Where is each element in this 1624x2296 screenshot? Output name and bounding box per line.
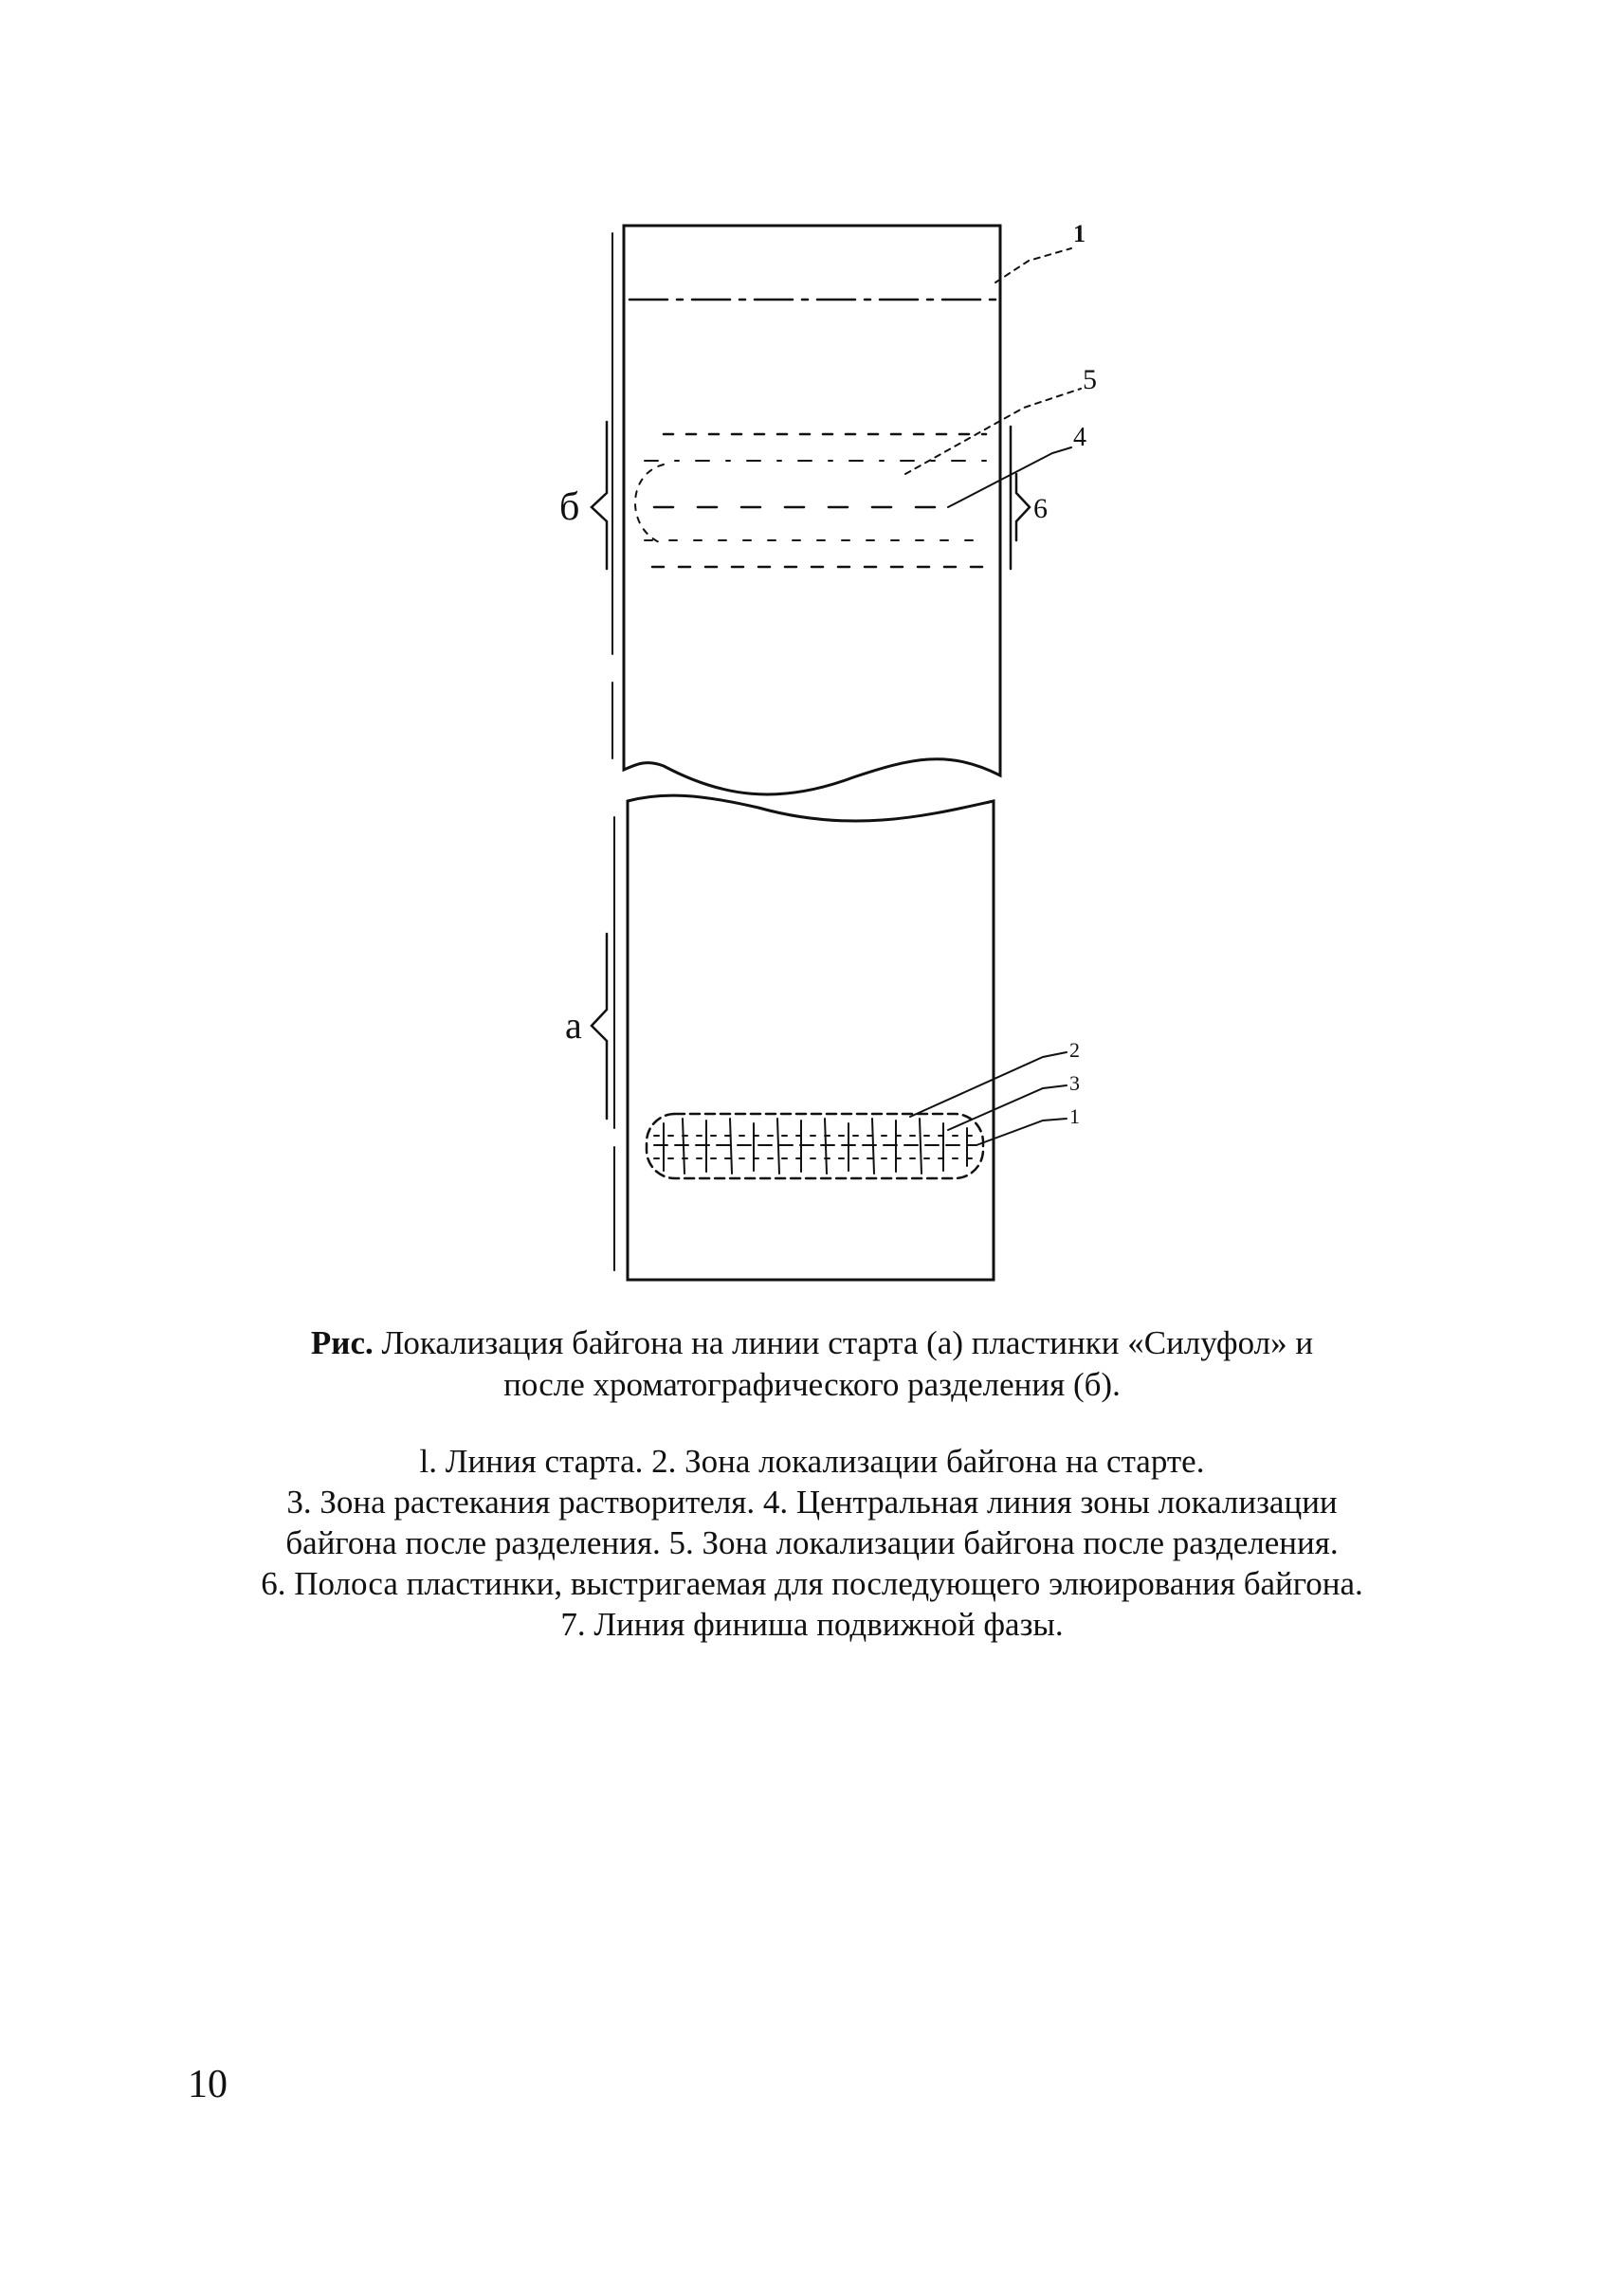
callout-leader-1	[995, 248, 1071, 282]
plate-upper-outline	[624, 226, 1000, 794]
page-number: 10	[188, 2063, 228, 2106]
callout-5: 5	[1083, 364, 1097, 395]
caption-line-1	[190, 1322, 1434, 1364]
brace-label-a: а	[565, 1004, 582, 1047]
plate-lower-outline	[628, 795, 994, 1280]
figure-legend	[142, 1441, 1482, 1645]
figure-caption	[190, 1322, 1434, 1406]
callout-6: 6	[1033, 493, 1048, 524]
callout-start-3: 3	[1069, 1071, 1080, 1095]
strip-brace	[1016, 474, 1030, 540]
caption-text-1: Локализация байгона на линии старта (а) пластинки «Силуфол» и	[373, 1324, 1314, 1361]
callout-4: 4	[1073, 423, 1086, 452]
legend-line: 3. Зона растекания растворителя. 4. Центральная линия зоны локализации	[286, 1484, 1338, 1521]
caption-line-2: после хроматографического разделения (б).	[503, 1366, 1121, 1403]
start-zone-hatching	[654, 1119, 976, 1174]
legend-line: 6. Полоса пластинки, выстригаемая для последующего элюирования байгона.	[261, 1565, 1363, 1602]
zone-ellipse	[635, 465, 664, 544]
callout-leader-start-c	[976, 1119, 1067, 1145]
legend-line: l. Линия старта. 2. Зона локализации байгона на старте.	[419, 1443, 1205, 1480]
start-brace	[592, 934, 607, 1119]
brace-label-b: б	[559, 485, 580, 529]
callout-1: 1	[1073, 220, 1086, 247]
legend-line: 7. Линия финиша подвижной фазы.	[560, 1606, 1064, 1643]
separation-brace	[592, 422, 607, 569]
legend-line: байгона после разделения. 5. Зона локализации байгона после разделения.	[285, 1524, 1339, 1561]
callout-start-2: 2	[1069, 1038, 1080, 1062]
callout-leader-start-a	[910, 1052, 1067, 1117]
callout-start-1: 1	[1069, 1104, 1080, 1128]
caption-title: Рис.	[310, 1324, 374, 1361]
